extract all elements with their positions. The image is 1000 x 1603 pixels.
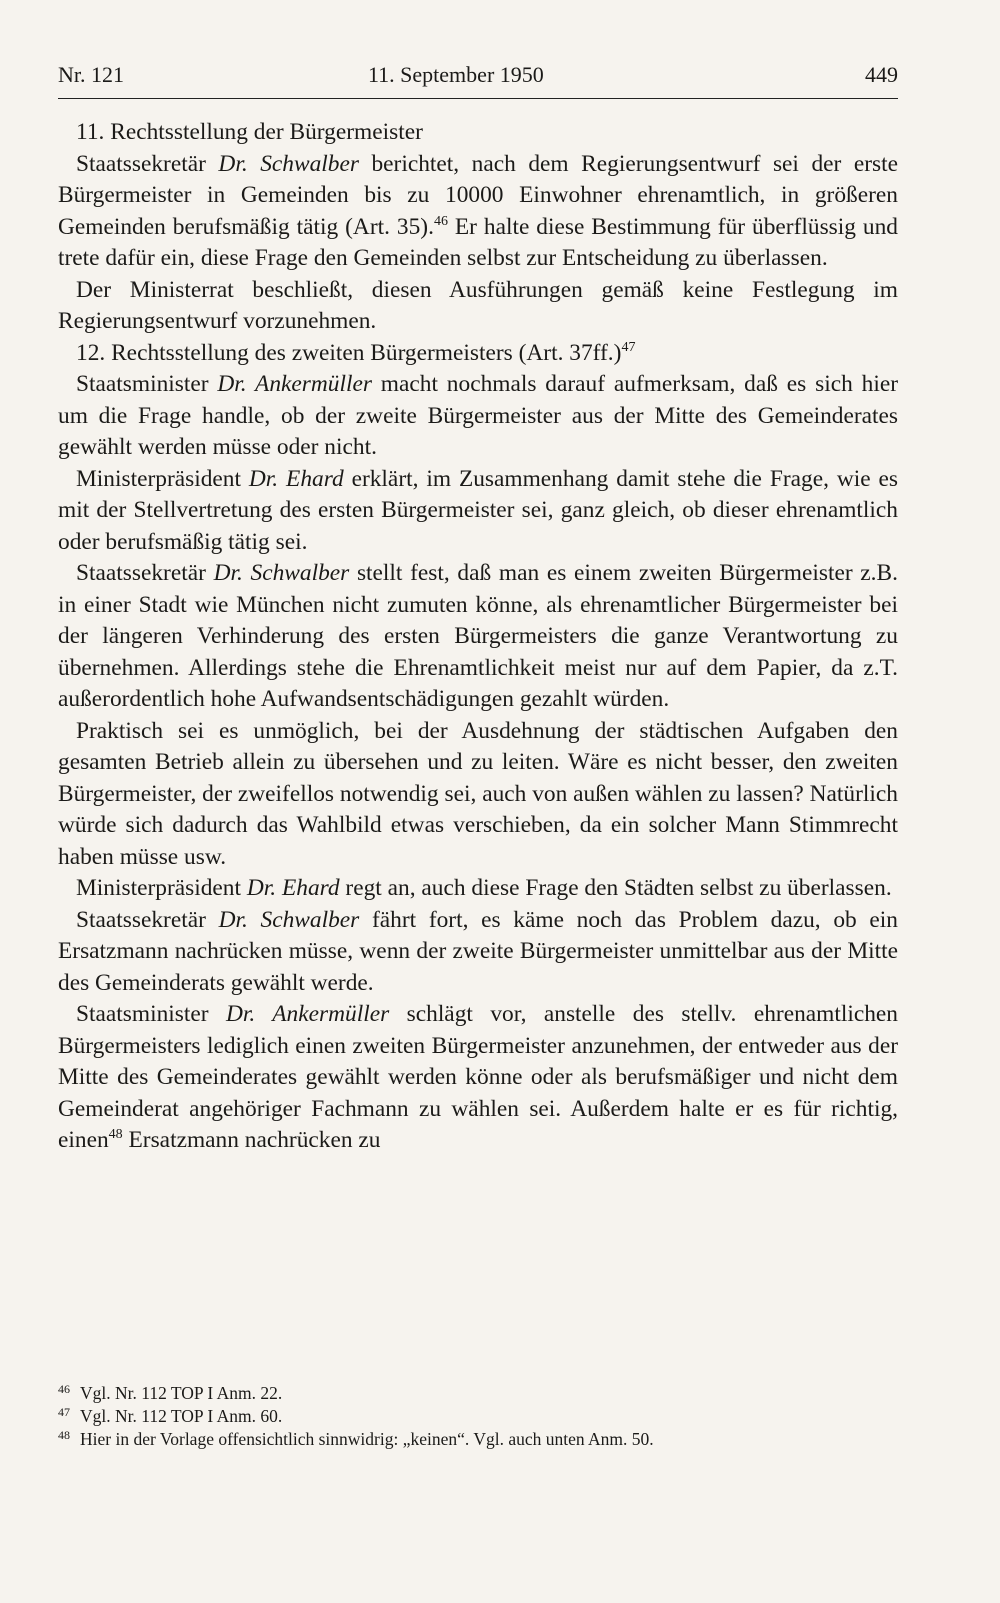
text-run: regt an, auch diese Frage den Städten selbst zu überlassen.: [339, 875, 892, 901]
footnote-ref: 47: [621, 339, 636, 355]
text-run: Praktisch sei es unmöglich, bei der Ausdehnung der städtischen Aufgaben den gesamten Betrieb allein zu übersehen und zu leiten. Wäre es nicht besser, den zweiten Bürgermeister, der zweifellos notwendig sei, auch von außen wählen zu lassen? Natürlich würde sich dadurch das Wahlbild etwas verschieben, da ein solcher Mann Stimmrecht haben müsse usw.: [58, 717, 898, 870]
speaker-name: Dr. Ehard: [246, 875, 340, 901]
speaker-name: Dr. Ehard: [248, 465, 344, 492]
footnote: [58, 1405, 898, 1428]
body-text: [58, 117, 898, 1157]
footnotes: [58, 1382, 898, 1451]
text-run: 12. Rechtsstellung des zweiten Bürgermeisters (Art. 37ff.): [76, 339, 622, 366]
text-run: Der Ministerrat beschließt, diesen Ausführungen gemäß keine Festlegung im Regierungsentwurf vorzunehmen.: [58, 276, 898, 334]
speaker-name: Dr. Schwalber: [218, 150, 359, 177]
document-date: 11. September 1950: [368, 62, 544, 87]
footnote-ref: 48: [108, 1127, 123, 1143]
text-run: Staatsminister: [76, 1001, 226, 1027]
paragraph: [58, 369, 898, 464]
text-run: Staatssekretär: [76, 560, 214, 586]
paragraph: [58, 464, 898, 559]
paragraph: [58, 999, 898, 1157]
text-run: 11. Rechtsstellung der Bürgermeister: [76, 119, 423, 145]
text-run: Staatsminister: [76, 371, 218, 397]
speaker-name: Dr. Ankermüller: [225, 1001, 390, 1027]
text-run: Ministerpräsident: [76, 875, 247, 901]
text-run: erklärt, im Zusammenhang damit stehe die Frage, wie es mit der Stellvertretung des ersten Bürgermeister sei, ganz gleich, ob dieser ehrenamtlich oder berufsmäßig tätig sei.: [58, 465, 898, 555]
text-run: macht nochmals darauf aufmerksam, daß es sich hier um die Frage handle, ob der zweite Bürgermeister aus der Mitte des Gemeinderates gewählt werden müsse oder nicht.: [58, 371, 898, 460]
text-run: Ministerpräsident: [76, 465, 249, 492]
text-run: Staatssekretär: [76, 150, 219, 177]
paragraph: [58, 275, 898, 338]
text-run: berichtet, nach dem Regierungsentwurf sei der erste Bürgermeister in Gemeinden bis zu 10000 Einwohner ehrenamtlich, in größeren Gemeinden berufsmäßig tätig (Art. 35).: [58, 150, 898, 240]
paragraph: [58, 117, 898, 149]
speaker-name: Dr. Ankermüller: [217, 371, 372, 397]
text-run: schlägt vor, anstelle des stellv. ehrenamtlichen Bürgermeisters lediglich einen zweiten Bürgermeister anzunehmen, der entweder aus der Mitte des Gemeinderates gewählt werden könne oder als berufsmäßiger und nicht dem Gemeinderat angehöriger Fachmann zu wählen sei. Außerdem halte er es für richtig, einen: [58, 1001, 898, 1153]
paragraph: [58, 905, 898, 1000]
text-run: Er halte diese Bestimmung für überflüssig und trete dafür ein, diese Frage den Gemeinden selbst zur Entscheidung zu überlassen.: [58, 213, 899, 271]
speaker-name: Dr. Schwalber: [213, 560, 350, 586]
footnote: [58, 1428, 898, 1451]
paragraph: [58, 873, 898, 905]
footnote-ref: 46: [433, 213, 448, 229]
footnote-number: 48: [58, 1428, 70, 1442]
footnote-text: Hier in der Vorlage offensichtlich sinnwidrig: „keinen“. Vgl. auch unten Anm. 50.: [80, 1429, 654, 1449]
text-run: Ersatzmann nachrücken zu: [122, 1127, 381, 1153]
speaker-name: Dr. Schwalber: [218, 906, 360, 933]
text-run: fährt fort, es käme noch das Problem dazu, ob ein Ersatzmann nachrücken müsse, wenn der zweite Bürgermeister unmittelbar aus der Mitte des Gemeinderats gewählt werde.: [58, 906, 898, 996]
paragraph: [58, 716, 898, 874]
footnote-text: Vgl. Nr. 112 TOP I Anm. 22.: [80, 1383, 283, 1403]
document-number: Nr. 121: [58, 62, 124, 87]
text-run: stellt fest, daß man es einem zweiten Bürgermeister z.B. in einer Stadt wie München nicht zumuten könne, als ehrenamtlicher Bürgermeister bei der längeren Verhinderung des ersten Bürgermeisters die ganze Verantwortung zu übernehmen. Allerdings stehe die Ehrenamtlichkeit meist nur auf dem Papier, da z.T. außerordentlich hohe Aufwandsentschädigungen gezahlt würden.: [58, 560, 898, 712]
footnote-number: 47: [58, 1405, 70, 1419]
text-run: Staatssekretär: [76, 906, 219, 933]
paragraph: [58, 338, 898, 370]
footnote-number: 46: [58, 1382, 70, 1396]
footnote: [58, 1382, 898, 1405]
footnote-text: Vgl. Nr. 112 TOP I Anm. 60.: [80, 1406, 283, 1426]
paragraph: [58, 149, 898, 275]
page-header: [58, 60, 898, 99]
page-number: 449: [865, 62, 898, 87]
paragraph: [58, 558, 898, 716]
